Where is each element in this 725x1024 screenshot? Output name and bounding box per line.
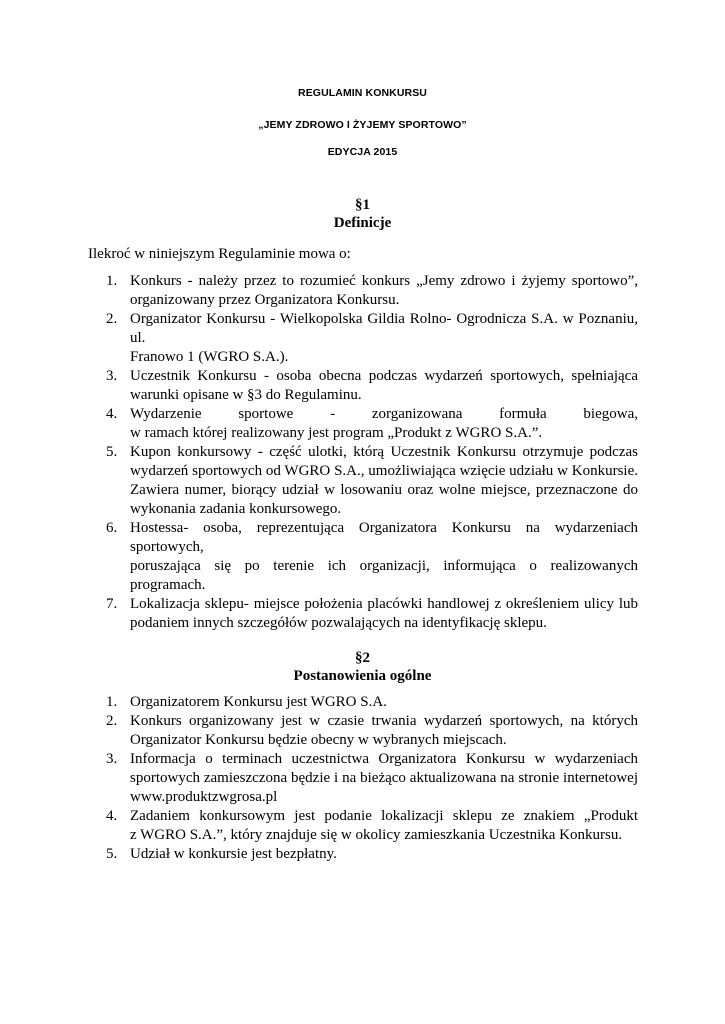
list-item-text-line: sportowych zamieszczona będzie i na bieżąco aktualizowana na stronie internetowej	[130, 770, 638, 786]
list-item-text-line: Udział w konkursie jest bezpłatny.	[130, 846, 337, 862]
list-item	[0, 272, 638, 310]
list-item-text-line: Organizator Konkursu - Wielkopolska Gildia Rolno- Ogrodnicza S.A. w Poznaniu, ul.	[130, 311, 638, 346]
list-item-text-line: w ramach której realizowany jest program „Produkt z WGRO S.A.”.	[130, 425, 543, 441]
list-item-text-line: Hostessa- osoba, reprezentująca Organizatora Konkursu na wydarzeniach sportowych,	[130, 520, 638, 555]
list-item	[0, 750, 638, 807]
section2-general-list	[0, 693, 638, 864]
list-item-text-line: warunki opisane w §3 do Regulaminu.	[130, 387, 362, 403]
list-item	[0, 519, 638, 595]
list-item-number: 6.	[106, 520, 118, 536]
section2-title: Postanowienia ogólne	[293, 668, 432, 684]
list-item-number: 5.	[106, 846, 118, 862]
list-item-text-line: z WGRO S.A.”, który znajduje się w okolicy zamieszkania Uczestnika Konkursu.	[130, 827, 623, 843]
list-item-text-line: Zadaniem konkursowym jest podanie lokalizacji sklepu ze znakiem „Produkt	[130, 808, 638, 824]
section1-intro: Ilekroć w niniejszym Regulaminie mowa o:	[88, 246, 351, 262]
section1-title: Definicje	[333, 215, 392, 231]
contest-name: „JEMY ZDROWO I ŻYJEMY SPORTOWO”	[258, 119, 467, 131]
list-item-text-line: Organizator Konkursu będzie obecny w wybranych miejscach.	[130, 732, 507, 748]
list-item-text-line: poruszająca się po terenie ich organizacji, informująca o realizowanych programach.	[130, 558, 638, 593]
list-item-text-line: podaniem innych szczegółów pozwalających na identyfikację sklepu.	[130, 615, 547, 631]
list-item-text-line: wykonania zadania konkursowego.	[130, 501, 342, 517]
list-item-number: 4.	[106, 406, 118, 422]
list-item-number: 1.	[106, 694, 118, 710]
list-item-text-line: Organizatorem Konkursu jest WGRO S.A.	[130, 694, 387, 710]
list-item-text-line: Kupon konkursowy - część ulotki, którą Uczestnik Konkursu otrzymuje podczas	[130, 444, 638, 460]
list-item	[0, 367, 638, 405]
document-title: REGULAMIN KONKURSU	[298, 87, 427, 99]
list-item-text-line: Informacja o terminach uczestnictwa Organizatora Konkursu w wydarzeniach	[130, 751, 638, 767]
list-item-text-line: Konkurs organizowany jest w czasie trwania wydarzeń sportowych, na których	[130, 713, 638, 729]
list-item-text-line: wydarzeń sportowych od WGRO S.A., umożliwiająca wzięcie udziału w Konkursie.	[130, 463, 638, 479]
list-item-text-line: www.produktzwgrosa.pl	[130, 789, 278, 805]
list-item	[0, 845, 638, 864]
list-item-number: 3.	[106, 751, 118, 767]
list-item-number: 1.	[106, 273, 118, 289]
list-item-number: 7.	[106, 596, 118, 612]
list-item-text-line: Wydarzenie sportowe - zorganizowana formuła biegowa,	[130, 406, 638, 422]
list-item	[0, 712, 638, 750]
list-item-text-line: Zawiera numer, biorący udział w losowaniu oraz wolne miejsce, przeznaczone do	[130, 482, 638, 498]
list-item-text-line: Franowo 1 (WGRO S.A.).	[130, 349, 289, 365]
list-item-number: 3.	[106, 368, 118, 384]
list-item	[0, 443, 638, 519]
list-item	[0, 310, 638, 367]
section1-definitions-list	[0, 272, 638, 633]
list-item	[0, 807, 638, 845]
list-item-number: 2.	[106, 713, 118, 729]
list-item-number: 5.	[106, 444, 118, 460]
section2-number: §2	[355, 650, 370, 666]
list-item-text-line: Uczestnik Konkursu - osoba obecna podczas wydarzeń sportowych, spełniająca	[130, 368, 638, 384]
list-item-number: 2.	[106, 311, 118, 327]
edition-label: EDYCJA 2015	[327, 146, 398, 158]
list-item	[0, 693, 638, 712]
section1-number: §1	[355, 197, 370, 213]
list-item	[0, 405, 638, 443]
list-item-number: 4.	[106, 808, 118, 824]
list-item-text-line: organizowany przez Organizatora Konkursu.	[130, 292, 400, 308]
list-item	[0, 595, 638, 633]
list-item-text-line: Lokalizacja sklepu- miejsce położenia placówki handlowej z określeniem ulicy lub	[130, 596, 638, 612]
list-item-text-line: Konkurs - należy przez to rozumieć konkurs „Jemy zdrowo i żyjemy sportowo”,	[130, 273, 638, 289]
